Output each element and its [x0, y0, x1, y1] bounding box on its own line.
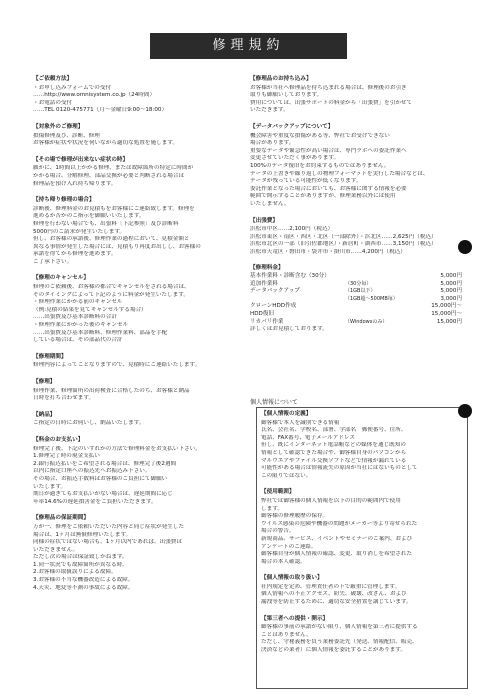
- section-line: そのタイミングによって下記のように料金が発生いたします。: [33, 291, 189, 298]
- section-line: データが残っている可能性が低くなります。: [250, 178, 362, 185]
- terms-section: [33, 437, 238, 506]
- section-body: [33, 362, 238, 370]
- terms-section: [261, 575, 463, 606]
- fee-section: [250, 265, 462, 333]
- fee-price: 15,000円～: [431, 311, 462, 318]
- terms-section: [33, 412, 238, 428]
- section-line: 診断後、修理料金のお見積もをお客様にご連絡致します。修理を: [33, 205, 195, 212]
- section-title: 【出張費】: [250, 217, 278, 224]
- terms-section: [250, 124, 462, 209]
- section-line: 3.お客様の不当な機器改造による故障。: [33, 577, 134, 584]
- section-line: 氏名、会社名、学校名、部署、学部名 郵便番号、住所、: [261, 427, 407, 434]
- section-line: 但し、お客様の承諾後、修理作業の過程において、見積金額と: [33, 236, 190, 243]
- section-line: いただきません。: [33, 546, 79, 553]
- section-title: 【対象外のご修理】: [33, 123, 84, 130]
- page-title: 修理規約: [150, 33, 347, 59]
- section-line: 御客様で本人を識別できる情報: [261, 419, 340, 426]
- section-line: ・修理作業にかかる前のキャンセル: [33, 299, 123, 306]
- section-line: 重要なデータや緊急性が高い場合は、専門ラボへの委託作業へ: [250, 147, 407, 154]
- section-title: 【持ち帰り修理の場合】: [33, 197, 95, 204]
- section-body: [261, 498, 463, 566]
- section-body: [250, 133, 462, 209]
- section-title: 【その場で修理が出来ない症状の時】: [33, 156, 129, 163]
- section-line: 新規商品、サービス、イベントやセミナーのご案内、および: [261, 535, 413, 542]
- section-line: かかる場合、分解修理、部品交換が必要と判断される場合は: [33, 172, 185, 179]
- section-body: [261, 624, 463, 654]
- section-line: ……出張費及び基本診断料、修理作業料、部品を手配: [33, 329, 168, 336]
- section-line: 修理完了後、下記のいずれかの方法で修理料金をお支払い下さい。: [33, 445, 201, 452]
- fee-price: 5,000円: [440, 280, 462, 287]
- fee-price: 3,000円: [440, 295, 462, 302]
- section-line: この限りではない。: [261, 472, 312, 479]
- section-line: 1.同一状況でも故障箇所が異なる時。: [33, 561, 128, 568]
- section-body: [33, 524, 238, 592]
- section-body: [33, 85, 238, 115]
- terms-section: [33, 379, 238, 403]
- section-line: 修理作業、修理箇所の出荷検査に合格したのち、お客様と納品: [33, 387, 190, 394]
- section-line: ただし、守秘義務を負う業務委託先（発送、情報配信、販売、: [261, 639, 418, 646]
- fee-price: 5,000円: [440, 288, 462, 295]
- section-line: マルウエアやファイル交換ソフトなどで情報が漏れている: [261, 457, 407, 464]
- section-line: データの上書きや繰り返しの物理フォーマットを実行した場合などは、: [250, 170, 429, 177]
- terms-section: [33, 124, 238, 148]
- terms-left-column: [33, 76, 238, 601]
- fee-name: リカバリ作業: [250, 318, 284, 325]
- section-line: ……出張費及び基本診断料の合計: [33, 314, 117, 321]
- section-line: 損傷修理及び、診断、修理: [33, 132, 100, 139]
- section-title: 【ご依頼方法】: [33, 76, 73, 82]
- section-line: お客様が当社へ修理品を持ち込まれる場合は、修理後のお引き: [250, 84, 407, 91]
- section-line: 進めるか否かのご指示を御願いいたします。: [33, 213, 145, 220]
- terms-section: [261, 411, 463, 480]
- section-line: 1.修理完了時の現金支払い: [33, 453, 100, 460]
- section-body: [33, 420, 238, 428]
- section-line: 場合の本人確認。: [261, 558, 306, 565]
- section-line: 決済などの業者）に個人情報を委託することがあります。: [261, 647, 406, 654]
- section-line: 修理のご依頼後、お客様の都合でキャンセルをされる場合は、: [33, 284, 190, 291]
- section-line: ことはありません。: [261, 631, 312, 638]
- section-title: 【データバックアップについて】: [250, 123, 334, 130]
- section-line: 修理内容によってことなりますので、見積時にご連絡いたします。: [33, 362, 201, 369]
- section-title: 【第三者への提供・開示】: [261, 615, 329, 622]
- fee-footer: 詳しくはお見積しております。: [250, 326, 328, 333]
- section-title: 【納品】: [33, 411, 56, 418]
- fee-name: HDD復旧: [250, 311, 275, 318]
- section-line: ・お電話の受付: [33, 99, 73, 106]
- fee-row: [250, 288, 462, 296]
- fee-title: 【修理料金】: [250, 265, 284, 272]
- section-body: [33, 284, 238, 345]
- terms-right-column: [250, 76, 462, 343]
- section-line: 修理品を預け入れ持ち帰ります。: [33, 180, 117, 187]
- section-title: 【個人情報の定義】: [261, 411, 312, 417]
- section-line: 年率14.6%の遅延損害金をご負担いただきます。: [33, 498, 157, 505]
- fee-note: [345, 311, 431, 319]
- section-body: [33, 165, 238, 188]
- section-title: 【料金のお支払い】: [33, 436, 84, 443]
- section-line: 弊社では御客様の個人情報を以下の目的の範囲内で使用: [261, 497, 401, 504]
- section-line: している場合は、その部品代の合計: [33, 337, 123, 344]
- section-body: [33, 388, 238, 403]
- section-line: 2.お客様の取扱誤りによる故障。: [33, 569, 117, 576]
- fee-row: [250, 319, 462, 327]
- section-line: 浜松市天竜区・磐田市・袋井市・掛川市……4,200円（税込）: [250, 248, 406, 255]
- terms-section: [33, 157, 238, 188]
- section-line: お客様が症状や状況を伺いながら適切な処置を施します。: [33, 140, 178, 147]
- section-line: ・修理作業にかかった後のキャンセル: [33, 322, 129, 329]
- section-line: 但し、既にインターネット電話帳などの媒体を通じ既知の: [261, 442, 406, 449]
- fee-price: 15,000円～: [431, 303, 462, 310]
- section-line: 御客様の修理履歴の保存。: [261, 513, 329, 520]
- terms-section: [33, 354, 238, 370]
- terms-section: [250, 218, 462, 257]
- section-title: 【修理のキャンセル】: [33, 275, 89, 282]
- binder-hole-bottom: [458, 404, 472, 418]
- section-title: 【修理品のお持ち込み】: [250, 76, 312, 82]
- privacy-box: [256, 407, 468, 689]
- fee-name: 追加作業料: [250, 280, 278, 287]
- section-body: [33, 446, 238, 507]
- section-line: 承諾を得てから修理を進めます。: [33, 251, 117, 258]
- section-line: ただし次の場合は保証致しかねます。: [33, 554, 128, 561]
- fee-name: データバックアップ: [250, 288, 300, 295]
- section-line: ウイルス感染の危険や機器の問題がメーカー等より寄せられた: [261, 520, 418, 527]
- section-line: 御客様の事前の承諾がない限り、個人情報を第三者に提供する: [261, 624, 418, 631]
- section-title: 【使用範囲】: [261, 489, 295, 496]
- fee-price: 5,000円: [440, 273, 462, 280]
- section-line: （例:見積の結果を見てキャンセルする場合）: [33, 306, 147, 313]
- section-line: いたします。: [33, 483, 67, 490]
- terms-section: [261, 489, 463, 566]
- section-line: 場合があります。: [250, 140, 295, 147]
- section-line: 取りも御願いしております。: [250, 92, 323, 99]
- section-line: 期日が過ぎてもお支払いがない場合は、遅延期間に応じ: [33, 491, 173, 498]
- terms-section: [33, 197, 238, 266]
- fee-row: [250, 311, 462, 319]
- section-line: その場合、お振込手数料はお客様のご負担にて御願い: [33, 475, 168, 482]
- section-line: 日時を打ち合わせます。: [33, 395, 95, 402]
- section-line: ご指定の日時にお伺いし、納品いたします。: [33, 420, 145, 427]
- section-line: 同様の症状ではない場合も、1ヶ月以内であれば、出張費は: [33, 539, 182, 546]
- section-line: 万が一、修理をご依頼いただいた内容と同じ症状が発生した: [33, 523, 185, 530]
- section-title: 【修理品の保証期間】: [33, 515, 89, 522]
- section-line: 費用については、出張サポートの料金から「出張費」を引かせて: [250, 99, 413, 106]
- fee-note: （Windowsのみ）: [345, 318, 388, 325]
- section-line: 電話、FAX番号、電子メールアドレス: [261, 434, 355, 441]
- terms-section: [250, 76, 462, 115]
- section-line: 願かに、1時間以上かかる修理、または故障箇所の特定に時間が: [33, 165, 194, 172]
- binder-hole-top: [458, 240, 472, 254]
- fee-price: 15,000円: [436, 318, 462, 325]
- section-line: 漏洩等を防止するために、適切な安全措置を講じています。: [261, 599, 412, 606]
- section-line: 場合は、1ヶ月は無償修理いたします。: [33, 531, 132, 538]
- section-line: 範囲で開示することがありますが、修理業務以外には使用: [250, 193, 396, 200]
- fee-note: [345, 303, 431, 311]
- section-line: ……http://www.omnisystem.co.jp（24時間）: [33, 92, 156, 99]
- section-line: 個人情報への不正アクセス、紛失、破壊、改ざん、および: [261, 591, 407, 598]
- section-title: 【個人情報の取り扱い】: [261, 575, 323, 582]
- section-line: いただきます。: [250, 107, 289, 114]
- section-title: 【修理期間】: [33, 353, 67, 360]
- section-line: アンケートのご連絡。: [261, 543, 317, 550]
- section-line: 異なる事情が発生した場合には、見積もり再度お出しし、お客様の: [33, 243, 201, 250]
- section-line: 以内に指定口座への振込先へお振込み下さい。: [33, 468, 151, 475]
- section-body: [250, 85, 462, 115]
- fee-note: [345, 273, 440, 281]
- terms-section: [33, 275, 238, 344]
- fee-row: [250, 303, 462, 311]
- fee-row: [250, 273, 462, 281]
- section-line: 可能性がある場合は情報流失の原因が当社にはないものとして: [261, 465, 418, 472]
- section-body: [250, 226, 462, 256]
- fee-name: クローンHDD作成: [250, 303, 297, 310]
- section-line: いたしません。: [250, 200, 290, 207]
- section-line: 浜松市中区……2,100円（税込）: [250, 226, 334, 233]
- section-line: します。: [261, 505, 283, 512]
- section-line: 浜松市北区の一部（旧引佐郡地区）・新居町・湖西市……3,150円（税込）: [250, 241, 437, 248]
- fee-note: （1GB超～500MB毎）: [345, 295, 398, 302]
- section-line: 5000円のご請求が発生いたします。: [33, 228, 126, 235]
- section-body: [33, 206, 238, 267]
- section-line: ご了承下さい。: [33, 258, 73, 265]
- privacy-heading: 個人情報について: [250, 399, 298, 406]
- section-line: 浜松市東区・南区・西区・北区（一部除外）・浜北区……2,625円（税込）: [250, 233, 437, 240]
- section-line: 修理を行わない場合でも、出張料〔下記参照〕及び診断料: [33, 220, 179, 227]
- fee-note: （30分毎）: [345, 280, 372, 287]
- section-body: [261, 584, 463, 607]
- section-line: 変更させていただく事があります。: [250, 155, 340, 162]
- terms-section: [33, 515, 238, 592]
- section-line: ・お申し込みフォームでの受付: [33, 84, 112, 91]
- section-title: 【修理】: [33, 379, 56, 385]
- section-line: 場合の警告。: [261, 528, 295, 535]
- fee-name: 基本作業料・診断含む（30分）: [250, 273, 330, 280]
- terms-section: [33, 76, 238, 115]
- section-body: [261, 420, 463, 481]
- section-line: ……TEL 0120-475771（月～金曜日9:00～18:00）: [33, 107, 168, 114]
- section-line: 社内規定を定め、管理責任者の下で厳重に管理します。: [261, 583, 401, 590]
- section-line: 御客様自身が個人情報の確認、変更、取り消しを希望された: [261, 551, 413, 558]
- section-line: 情報として確認できた場合や、御客様自身のパソコンから: [261, 449, 407, 456]
- section-line: 機会障害や重度な損傷がある等、弊社でお受けできない: [250, 132, 390, 139]
- section-line: 委託作業となった場合においても、お客様に関する情報を必要: [250, 185, 407, 192]
- terms-section: [261, 616, 463, 655]
- section-line: 2.銀行振込払いをご希望される場合は、修理完了後2週間: [33, 460, 177, 467]
- fee-note: （1GB以下）: [345, 288, 376, 295]
- section-line: 100%のデータ復旧をお約束するものではありません。: [250, 162, 390, 169]
- section-body: [33, 133, 238, 148]
- section-line: 4.天災、地変等不測の事故による故障。: [33, 584, 134, 591]
